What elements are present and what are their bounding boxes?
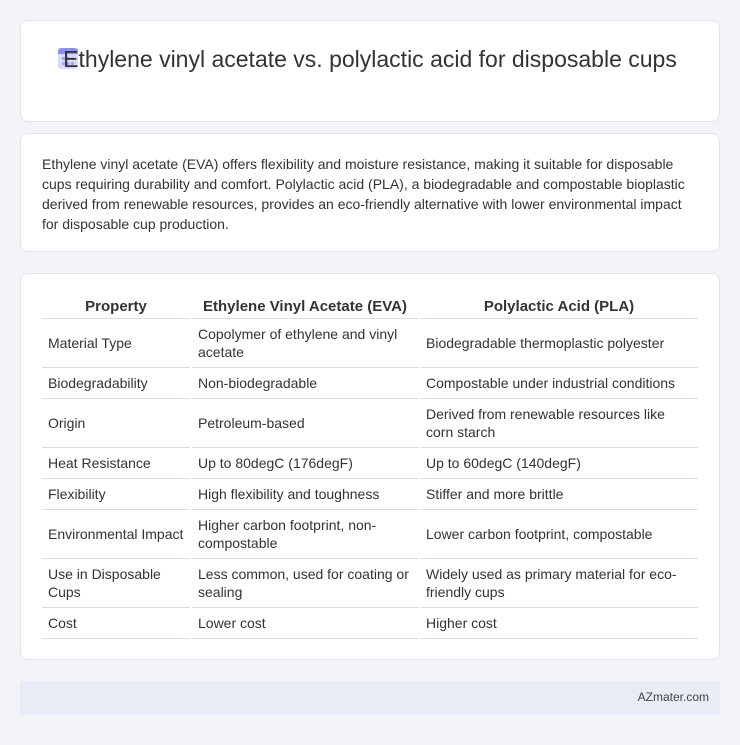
row-property: Environmental Impact [42, 509, 191, 558]
row-pla-value: Lower carbon footprint, compostable [419, 509, 698, 558]
table-row [42, 509, 698, 558]
row-pla-value: Higher cost [419, 607, 698, 638]
row-property: Heat Resistance [42, 447, 191, 478]
header-property: Property [42, 294, 191, 318]
header-pla: Polylactic Acid (PLA) [419, 294, 698, 318]
summary-text: Ethylene vinyl acetate (EVA) offers flexibility and moisture resistance, making it suitable for disposable cups requiring durability and comfort. Polylactic acid (PLA), a biodegradable and compostable bioplastic derived from renewable resources, provides an eco-friendly alternative with lower environmental impact for disposable cup production. [42, 156, 685, 232]
summary-card [20, 133, 720, 252]
row-property: Material Type [42, 318, 191, 367]
table-row [42, 478, 698, 509]
row-pla-value: Derived from renewable resources like corn starch [419, 398, 698, 447]
table-row [42, 607, 698, 638]
comparison-table-card [20, 273, 720, 660]
row-property: Biodegradability [42, 367, 191, 398]
table-row [42, 558, 698, 607]
row-eva-value: Lower cost [191, 607, 419, 638]
table-row [42, 398, 698, 447]
row-property: Flexibility [42, 478, 191, 509]
title-card [20, 20, 720, 122]
table-row [42, 447, 698, 478]
table-row [42, 318, 698, 367]
row-property: Use in Disposable Cups [42, 558, 191, 607]
row-pla-value: Biodegradable thermoplastic polyester [419, 318, 698, 367]
row-eva-value: Higher carbon footprint, non-compostable [191, 509, 419, 558]
row-eva-value: Non-biodegradable [191, 367, 419, 398]
row-pla-value: Stiffer and more brittle [419, 478, 698, 509]
row-pla-value: Widely used as primary material for eco-friendly cups [419, 558, 698, 607]
row-eva-value: Less common, used for coating or sealing [191, 558, 419, 607]
row-pla-value: Up to 60degC (140degF) [419, 447, 698, 478]
footer-brand[interactable]: AZmater.com [637, 690, 709, 704]
row-eva-value: Copolymer of ethylene and vinyl acetate [191, 318, 419, 367]
row-eva-value: Up to 80degC (176degF) [191, 447, 419, 478]
row-eva-value: Petroleum-based [191, 398, 419, 447]
footer-bar [20, 681, 720, 715]
row-pla-value: Compostable under industrial conditions [419, 367, 698, 398]
table-header-row [42, 294, 698, 318]
row-eva-value: High flexibility and toughness [191, 478, 419, 509]
header-eva: Ethylene Vinyl Acetate (EVA) [191, 294, 419, 318]
row-property: Origin [42, 398, 191, 447]
page-title: Ethylene vinyl acetate vs. polylactic acid for disposable cups [63, 46, 677, 72]
row-property: Cost [42, 607, 191, 638]
table-row [42, 367, 698, 398]
comparison-table [42, 294, 698, 639]
